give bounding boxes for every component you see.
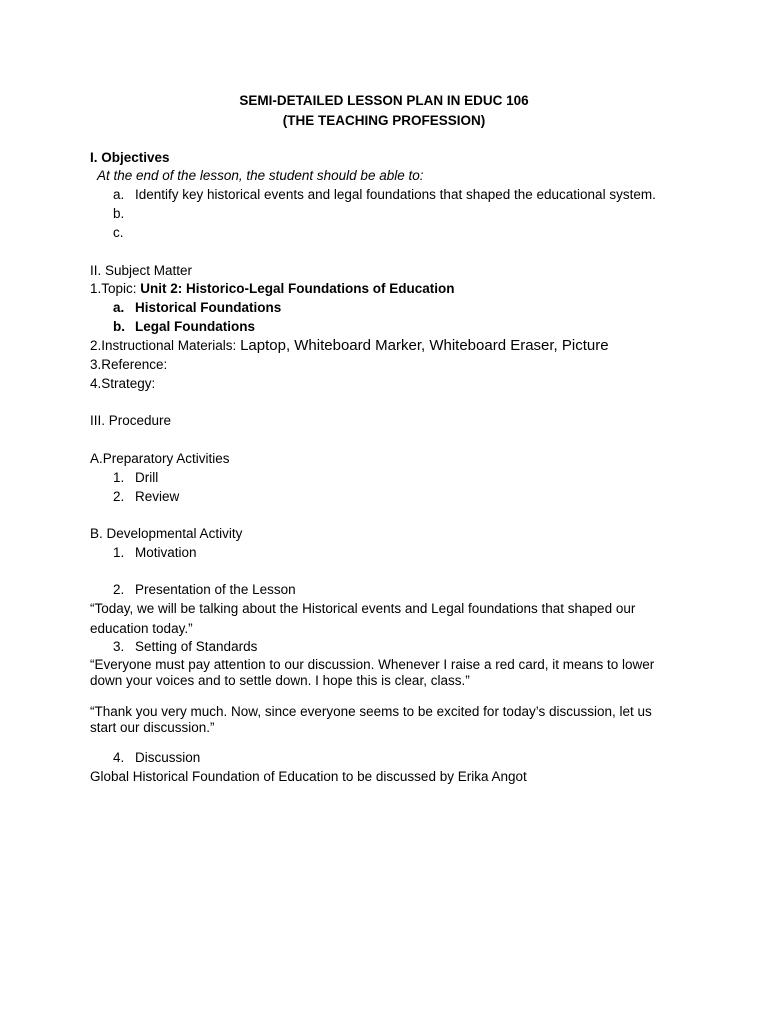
preparatory-heading: A.Preparatory Activities [90, 451, 230, 466]
topic-b-text: Legal Foundations [135, 319, 255, 334]
presentation-quote-line-1: “Today, we will be talking about the Historical events and Legal foundations that shaped our [90, 601, 636, 616]
materials-label: 2.Instructional Materials: [90, 338, 241, 353]
presentation-marker: 2. [113, 582, 125, 597]
drill-marker: 1. [113, 470, 125, 485]
topic-a-marker: a. [113, 300, 125, 315]
objective-b-marker: b. [113, 206, 125, 221]
motivation-text: Motivation [135, 545, 197, 560]
strategy-line: 4.Strategy: [90, 376, 156, 391]
topic-line [90, 281, 455, 297]
document-title: SEMI-DETAILED LESSON PLAN IN EDUC 106 [239, 93, 529, 108]
discussion-marker: 4. [113, 750, 125, 765]
discussion-text: Discussion [135, 750, 201, 765]
objective-a-marker: a. [113, 187, 125, 202]
presentation-quote-line-2: education today.” [90, 621, 193, 636]
motivation-marker: 1. [113, 545, 125, 560]
subject-matter-heading: II. Subject Matter [90, 263, 193, 278]
topic-label: 1.Topic: [90, 281, 141, 296]
topic-value: Unit 2: Historico-Legal Foundations of Education [140, 281, 455, 296]
standards-text: Setting of Standards [135, 639, 258, 654]
developmental-heading: B. Developmental Activity [90, 526, 243, 541]
standards-quote-line-1: “Everyone must pay attention to our discussion. Whenever I raise a red card, it means to lower [90, 657, 655, 672]
discussion-note: Global Historical Foundation of Education to be discussed by Erika Angot [90, 769, 527, 784]
materials-value: Laptop, Whiteboard Marker, Whiteboard Eraser, Picture [240, 337, 609, 354]
objectives-intro: At the end of the lesson, the student should be able to: [97, 168, 424, 183]
procedure-heading: III. Procedure [90, 413, 172, 428]
review-marker: 2. [113, 489, 125, 504]
materials-line [90, 338, 609, 354]
reference-line: 3.Reference: [90, 357, 168, 372]
thanks-quote-line-2: start our discussion.” [90, 720, 215, 735]
document-subtitle: (THE TEACHING PROFESSION) [282, 113, 486, 128]
topic-a-text: Historical Foundations [135, 300, 282, 315]
objective-c-marker: c. [113, 225, 124, 240]
standards-quote-line-2: down your voices and to settle down. I hope this is clear, class.” [90, 673, 470, 688]
presentation-text: Presentation of the Lesson [135, 582, 296, 597]
standards-marker: 3. [113, 639, 125, 654]
objectives-heading: I. Objectives [90, 150, 170, 165]
objective-a-text: Identify key historical events and legal foundations that shaped the educational system. [135, 187, 656, 202]
topic-b-marker: b. [113, 319, 125, 334]
thanks-quote-line-1: “Thank you very much. Now, since everyone seems to be excited for today’s discussion, let us [90, 704, 652, 719]
drill-text: Drill [135, 470, 159, 485]
review-text: Review [135, 489, 180, 504]
